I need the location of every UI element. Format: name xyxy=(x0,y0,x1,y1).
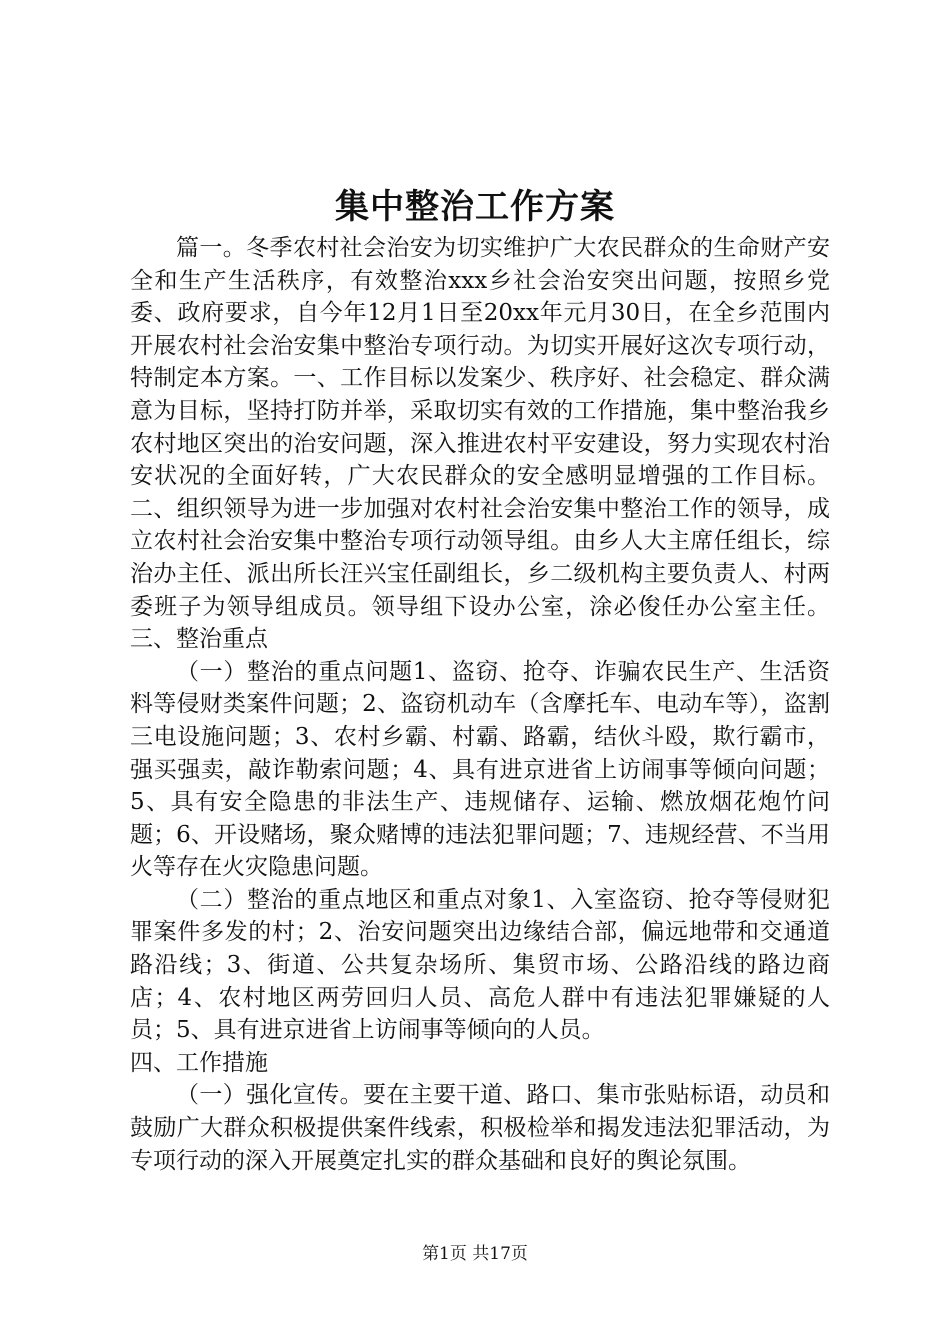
paragraph-publicity: （一）强化宣传。要在主要干道、路口、集市张贴标语，动员和鼓励广大群众积极提供案件线索，积极检举和揭发违法犯罪活动，为专项行动的深入开展奠定扎实的群众基础和良好的舆论氛围。 xyxy=(130,1082,830,1174)
paragraph-intro: 篇一。冬季农村社会治安为切实维护广大农民群众的生命财产安全和生产生活秩序，有效整治xxx乡社会治安突出问题，按照乡党委、政府要求，自今年12月1日至20xx年元月30日，在全乡范围内开展农村社会治安集中整治专项行动。为切实开展好这次专项行动，特制定本方案。一、工作目标以发案少、秩序好、社会稳定、群众满意为目标，坚持打防并举，采取切实有效的工作措施，集中整治我乡农村地区突出的治安问题，深入推进农村平安建设，努力实现农村治安状况的全面好转，广大农民群众的安全感明显增强的工作目标。二、组织领导为进一步加强对农村社会治安集中整治工作的领导，成立农村社会治安集中整治专项行动领导组。由乡人大主席任组长，综治办主任、派出所长汪兴宝任副组长，乡二级机构主要负责人、村两委班子为领导组成员。领导组下设办公室，涂必俊任办公室主任。三、整治重点 xyxy=(130,235,830,653)
page-number: 第1页 共17页 xyxy=(422,1244,528,1264)
section-heading-measures: 四、工作措施 xyxy=(130,1049,268,1076)
document-body xyxy=(130,232,830,1177)
paragraph-key-areas: （二）整治的重点地区和重点对象1、入室盗窃、抢夺等侵财犯罪案件多发的村；2、治安问题突出边缘结合部，偏远地带和交通道路沿线；3、街道、公共复杂场所、集贸市场、公路沿线的路边商店；4、农村地区两劳回归人员、高危人群中有违法犯罪嫌疑的人员；5、具有进京进省上访闹事等倾向的人员。 xyxy=(130,886,830,1044)
paragraph-key-problems: （一）整治的重点问题1、盗窃、抢夺、诈骗农民生产、生活资料等侵财类案件问题；2、盗窃机动车（含摩托车、电动车等），盗割三电设施问题；3、农村乡霸、村霸、路霸，结伙斗殴，欺行霸市，强买强卖，敲诈勒索问题；4、具有进京进省上访闹事等倾向问题；5、具有安全隐患的非法生产、违规储存、运输、燃放烟花炮竹问题；6、开设赌场，聚众赌博的违法犯罪问题；7、违规经营、不当用火等存在火灾隐患问题。 xyxy=(130,658,830,881)
document-title: 集中整治工作方案 xyxy=(335,187,615,227)
